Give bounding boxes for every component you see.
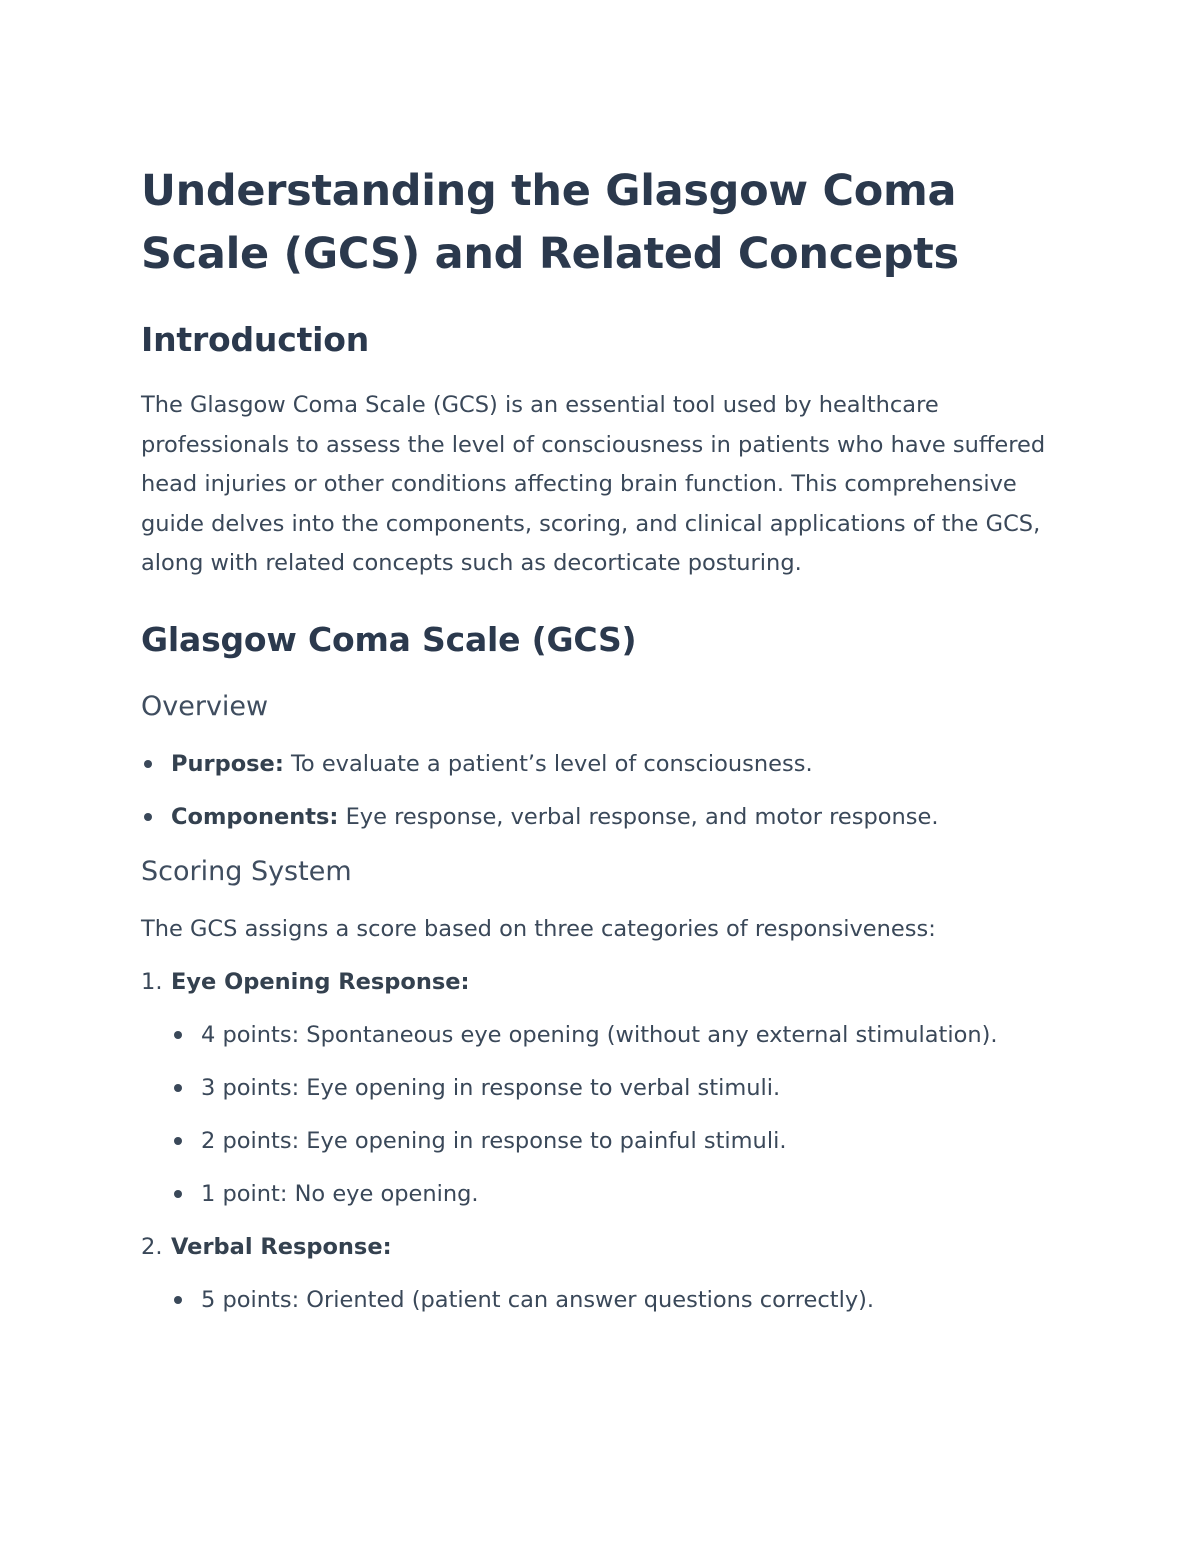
list-item [141, 748, 1081, 780]
list-item-label: Components: [171, 803, 339, 830]
document-title: Understanding the Glasgow Coma Scale (GCS) and Related Concepts [141, 166, 959, 279]
list-item-text: 4 points: Spontaneous eye opening (without any external stimulation). [201, 1021, 998, 1048]
list-item-text: 3 points: Eye opening in response to verbal stimuli. [201, 1074, 781, 1101]
numbered-item [141, 1231, 1081, 1263]
bullet-icon [174, 1296, 182, 1304]
document-page [141, 160, 1081, 1337]
list-item [171, 1019, 1081, 1051]
item-number: 2. [141, 1233, 163, 1260]
scoring-intro: The GCS assigns a score based on three categories of responsiveness: [141, 915, 936, 942]
bullet-icon [144, 760, 152, 768]
bullet-icon [144, 813, 152, 821]
list-item-text: 1 point: No eye opening. [201, 1180, 479, 1207]
bullet-icon [174, 1190, 182, 1198]
introduction-paragraph: The Glasgow Coma Scale (GCS) is an essential tool used by healthcare professionals to assess the level of consciousness in patients who have suffered head injuries or other conditions affecting brain function. This comprehensive guide delves into the components, scoring, and clinical applications of the GCS, along with related concepts such as decorticate posturing. [141, 392, 1046, 577]
list-item [171, 1284, 1081, 1316]
list-item-text: 5 points: Oriented (patient can answer questions correctly). [201, 1286, 875, 1313]
item-number: 1. [141, 968, 163, 995]
list-item-text: 2 points: Eye opening in response to painful stimuli. [201, 1127, 787, 1154]
category-label: Verbal Response: [171, 1233, 392, 1260]
numbered-item [141, 966, 1081, 998]
list-item [171, 1178, 1081, 1210]
list-item [141, 801, 1081, 833]
list-item-text: To evaluate a patient’s level of consciousness. [283, 750, 813, 777]
bullet-icon [174, 1084, 182, 1092]
category-label: Eye Opening Response: [171, 968, 470, 995]
gcs-heading: Glasgow Coma Scale (GCS) [141, 619, 637, 659]
list-item-text: Eye response, verbal response, and motor response. [338, 803, 939, 830]
bullet-icon [174, 1137, 182, 1145]
introduction-heading: Introduction [141, 320, 370, 359]
eye-response-list [141, 1019, 1081, 1210]
overview-list [141, 748, 1081, 833]
overview-heading: Overview [141, 690, 269, 722]
list-item [171, 1125, 1081, 1157]
verbal-response-list [141, 1284, 1081, 1316]
bullet-icon [174, 1031, 182, 1039]
scoring-heading: Scoring System [141, 855, 352, 887]
list-item [171, 1072, 1081, 1104]
list-item-label: Purpose: [171, 750, 284, 777]
